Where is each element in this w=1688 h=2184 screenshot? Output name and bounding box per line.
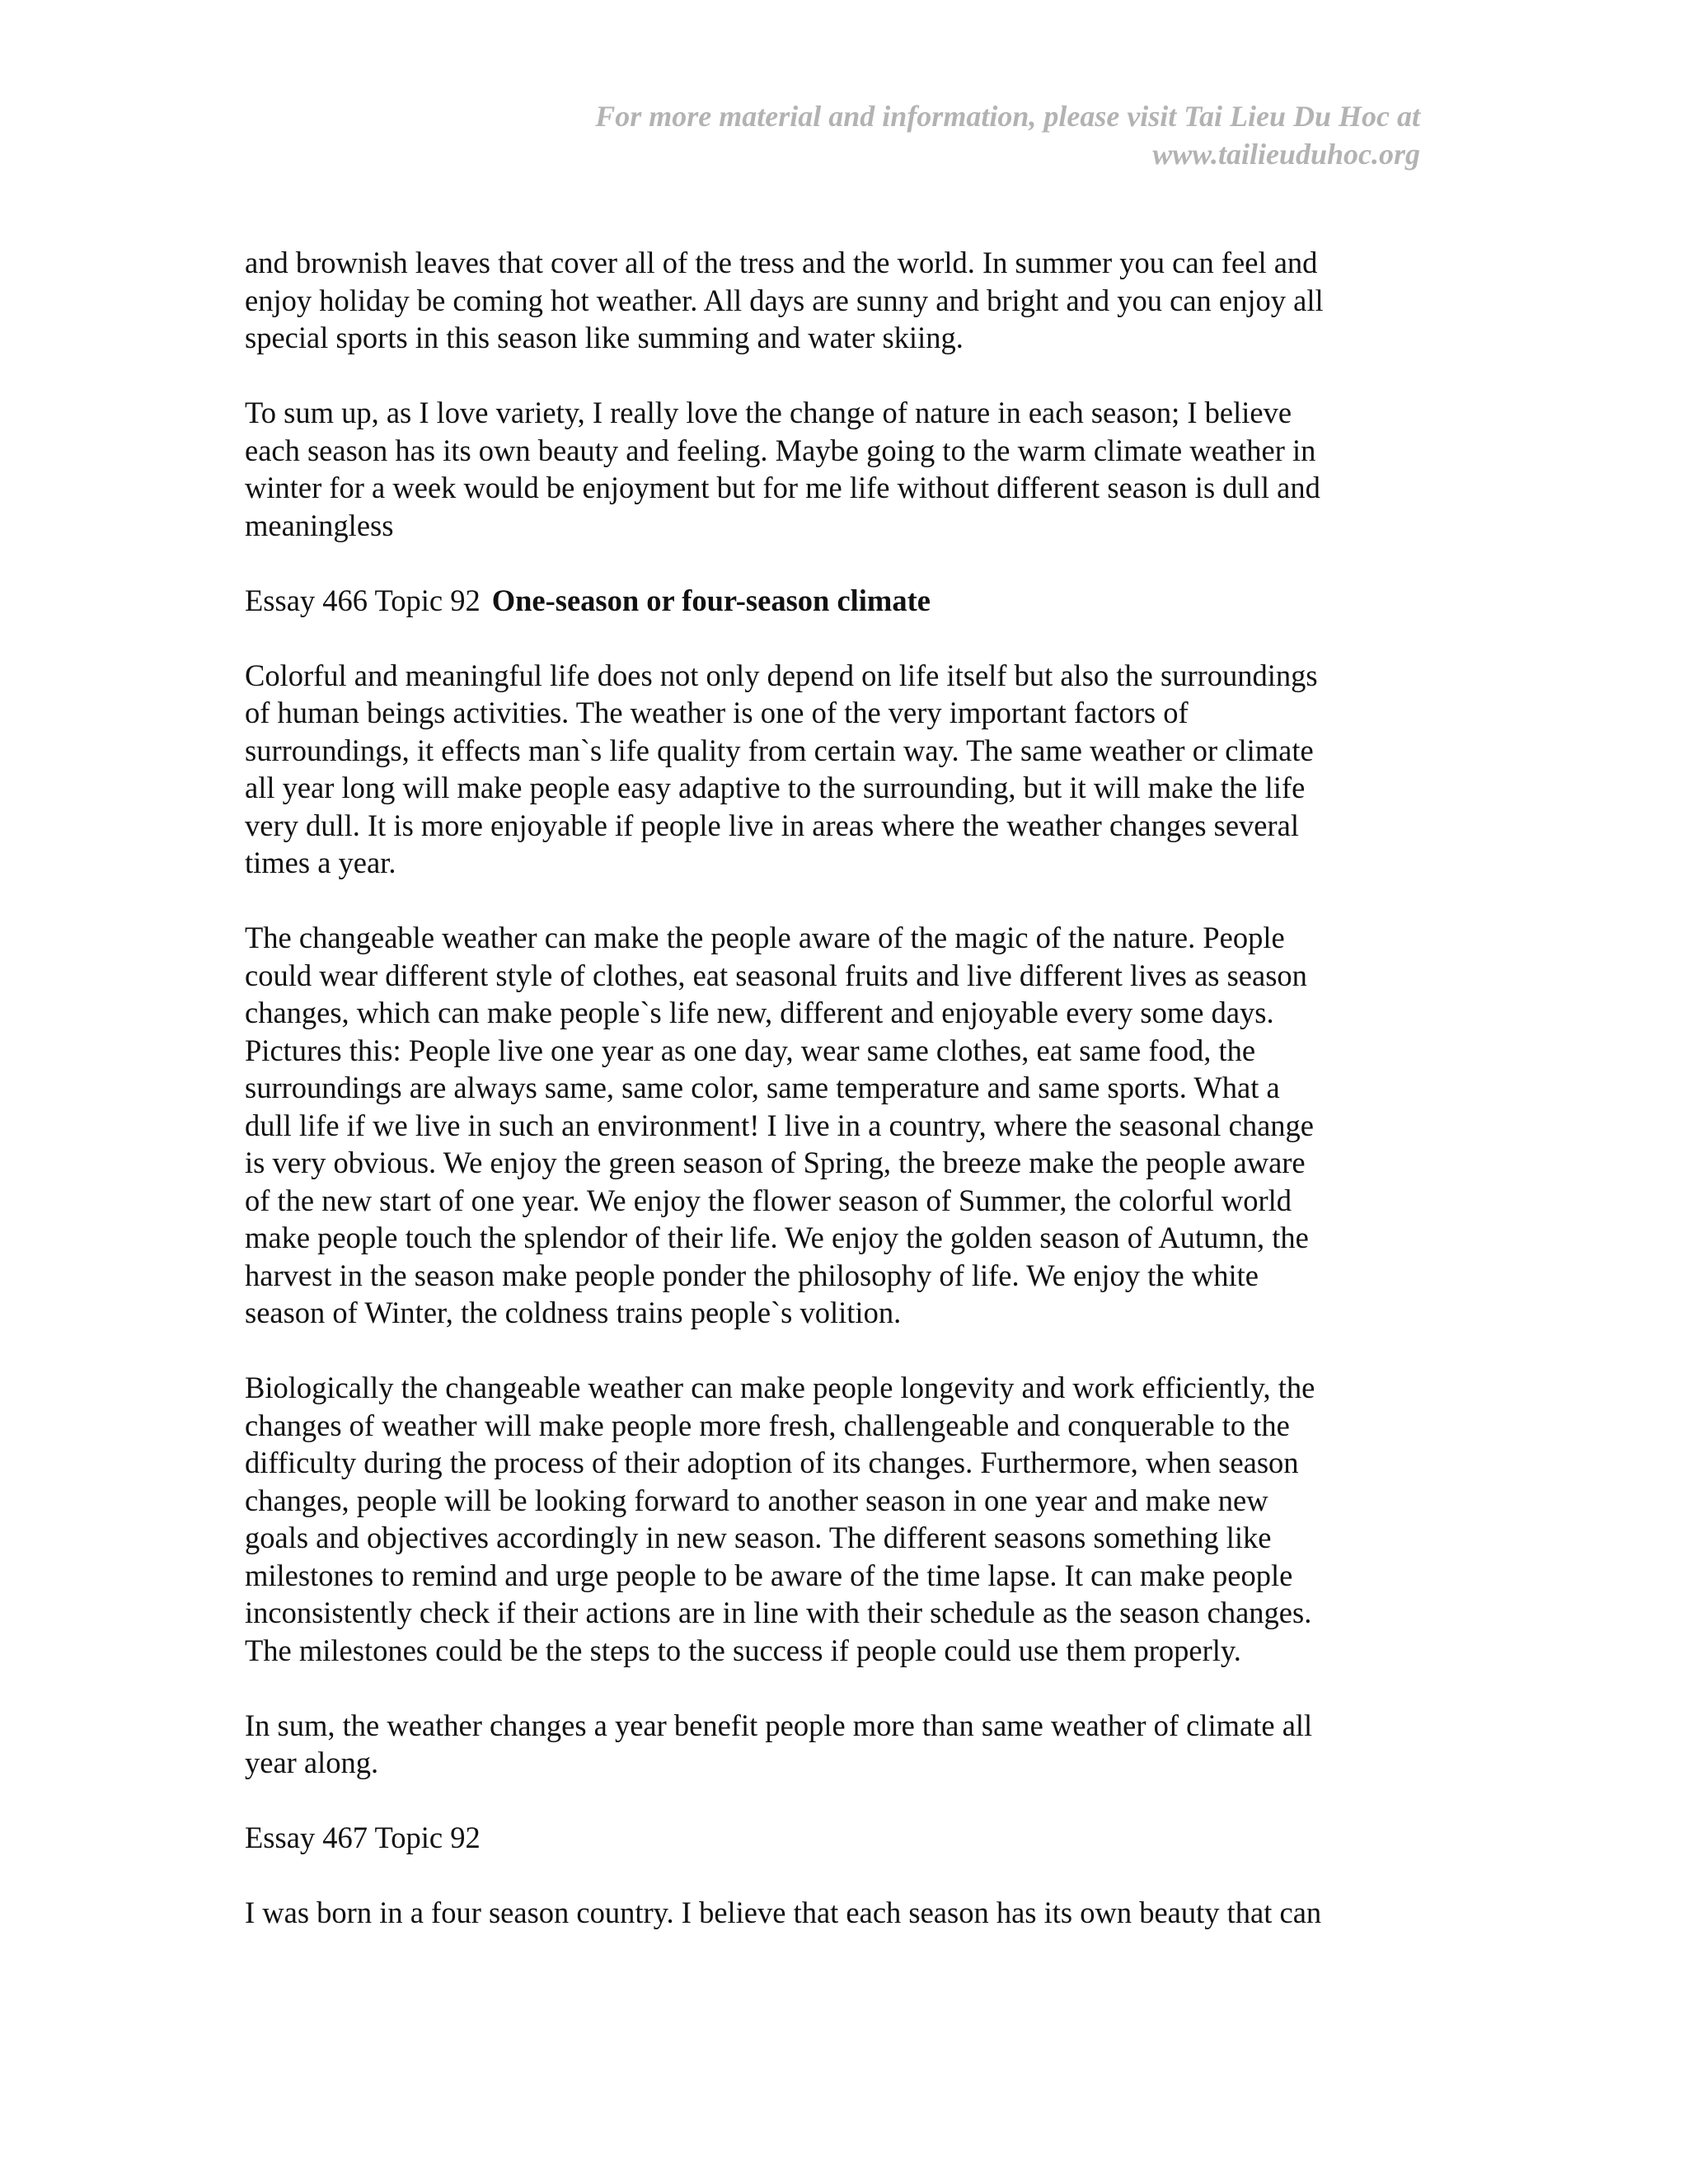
- document-body: [245, 244, 1432, 1969]
- text-line: surroundings are always same, same color, same temperature and same sports. What a: [245, 1071, 1280, 1104]
- paragraph-3: [245, 657, 1432, 882]
- paragraph-2: [245, 394, 1432, 544]
- text-line: could wear different style of clothes, eat seasonal fruits and live different lives as season: [245, 958, 1307, 992]
- text-line: each season has its own beauty and feeling. Maybe going to the warm climate weather in: [245, 433, 1316, 467]
- text-line: Pictures this: People live one year as one day, wear same clothes, eat same food, the: [245, 1033, 1256, 1067]
- text-line: make people touch the splendor of their life. We enjoy the golden season of Autumn, the: [245, 1221, 1309, 1254]
- text-line: changes, which can make people`s life new, different and enjoyable every some days.: [245, 996, 1274, 1029]
- text-line: surroundings, it effects man`s life quality from certain way. The same weather or climate: [245, 733, 1314, 767]
- paragraph-5: [245, 1369, 1432, 1669]
- text-line: meaningless: [245, 508, 394, 542]
- text-line: I was born in a four season country. I believe that each season has its own beauty that can: [245, 1896, 1322, 1929]
- text-line: dull life if we live in such an environment! I live in a country, where the seasonal change: [245, 1108, 1314, 1142]
- text-line: milestones to remind and urge people to be aware of the time lapse. It can make people: [245, 1558, 1293, 1592]
- text-line: changes of weather will make people more fresh, challengeable and conquerable to the: [245, 1408, 1290, 1442]
- text-line: Biologically the changeable weather can make people longevity and work efficiently, the: [245, 1371, 1315, 1404]
- text-line: of human beings activities. The weather is one of the very important factors of: [245, 696, 1189, 729]
- text-line: enjoy holiday be coming hot weather. All days are sunny and bright and you can enjoy all: [245, 283, 1324, 317]
- text-line: changes, people will be looking forward to another season in one year and make new: [245, 1483, 1268, 1517]
- text-line: is very obvious. We enjoy the green season of Spring, the breeze make the people aware: [245, 1146, 1306, 1179]
- paragraph-6: [245, 1707, 1432, 1782]
- text-line: harvest in the season make people ponder the philosophy of life. We enjoy the white: [245, 1258, 1259, 1292]
- text-line: goals and objectives accordingly in new season. The different seasons something like: [245, 1521, 1272, 1554]
- text-line: In sum, the weather changes a year benefit people more than same weather of climate all: [245, 1708, 1313, 1742]
- text-line: all year long will make people easy adaptive to the surrounding, but it will make the life: [245, 771, 1306, 804]
- text-line: times a year.: [245, 846, 396, 879]
- paragraph-1: [245, 244, 1432, 357]
- text-line: of the new start of one year. We enjoy the flower season of Summer, the colorful world: [245, 1183, 1292, 1217]
- header-line-1: For more material and information, please visit Tai Lieu Du Hoc at: [595, 100, 1420, 133]
- text-line: year along.: [245, 1746, 379, 1779]
- text-line: season of Winter, the coldness trains people`s volition.: [245, 1296, 902, 1329]
- text-line: inconsistently check if their actions are in line with their schedule as the season changes.: [245, 1596, 1312, 1629]
- text-line: winter for a week would be enjoyment but for me life without different season is dull and: [245, 471, 1320, 504]
- text-line: and brownish leaves that cover all of the tress and the world. In summer you can feel and: [245, 246, 1318, 279]
- text-line: To sum up, as I love variety, I really love the change of nature in each season; I believe: [245, 396, 1292, 429]
- text-line: The milestones could be the steps to the success if people could use them properly.: [245, 1633, 1241, 1667]
- text-line: Colorful and meaningful life does not only depend on life itself but also the surroundings: [245, 658, 1318, 692]
- text-line: special sports in this season like summing and water skiing.: [245, 321, 964, 354]
- text-line: difficulty during the process of their adoption of its changes. Furthermore, when season: [245, 1446, 1299, 1479]
- header-link-url[interactable]: www.tailieuduhoc.org: [1152, 138, 1420, 171]
- essay-466-heading: [245, 582, 1432, 620]
- paragraph-4: [245, 919, 1432, 1332]
- essay-467-heading: [245, 1819, 1432, 1857]
- essay-466-label: Essay 466 Topic 92: [245, 583, 481, 617]
- essay-466-title: One-season or four-season climate: [491, 583, 931, 617]
- text-line: The changeable weather can make the people aware of the magic of the nature. People: [245, 921, 1285, 954]
- watermark-header: [184, 97, 1420, 173]
- text-line: very dull. It is more enjoyable if people live in areas where the weather changes several: [245, 808, 1299, 842]
- paragraph-7: [245, 1894, 1432, 1932]
- essay-467-label: Essay 467 Topic 92: [245, 1821, 481, 1854]
